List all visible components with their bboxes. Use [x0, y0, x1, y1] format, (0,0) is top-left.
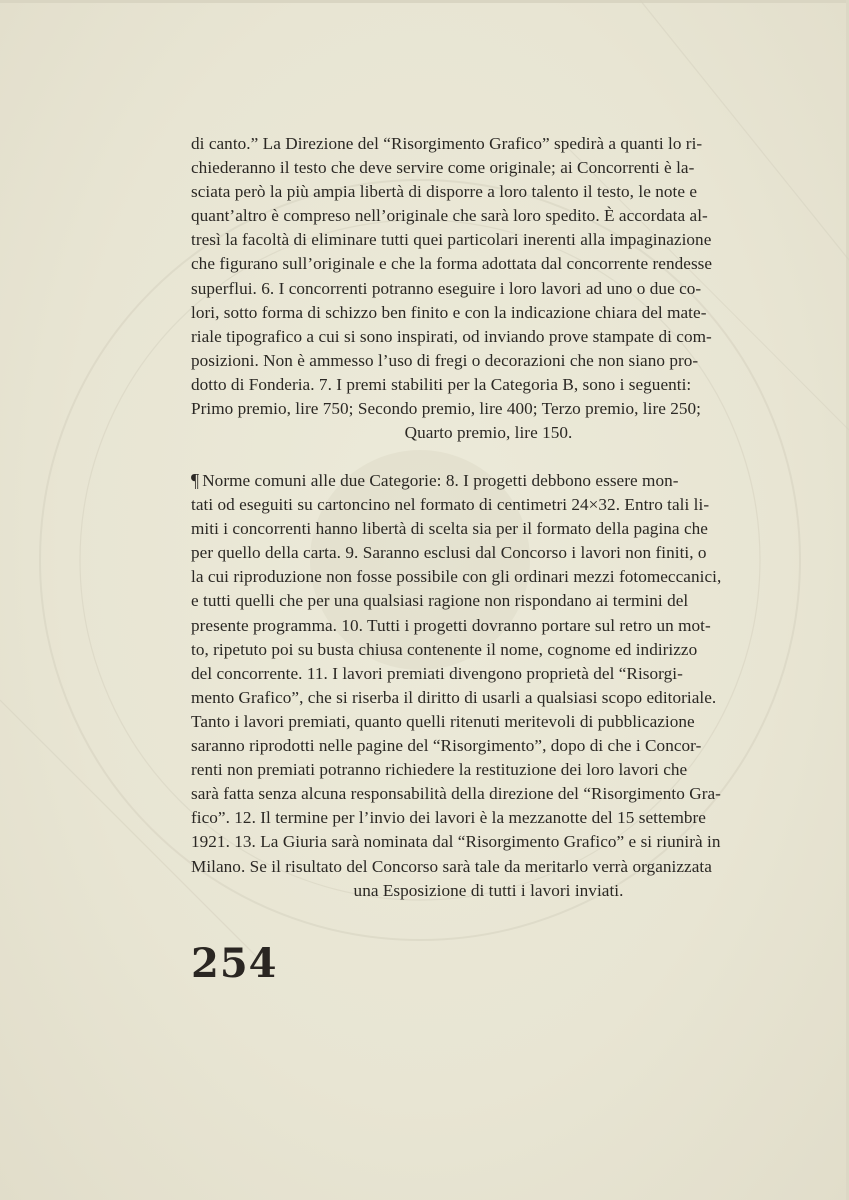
text-line: per quello della carta. 9. Saranno esclusi dal Concorso i lavori non finiti, o	[191, 543, 707, 563]
text-line: Tanto i lavori premiati, quanto quelli ritenuti meritevoli di pubblicazione	[191, 711, 695, 731]
text-line: del concorrente. 11. I lavori premiati divengono proprietà del “Risorgi-	[191, 663, 683, 683]
text-line: che figurano sull’originale e che la forma adottata dal concorrente rendesse	[191, 254, 713, 274]
pilcrow-icon: ¶	[191, 469, 200, 491]
text-line-centered: Quarto premio, lire 150.	[404, 423, 573, 443]
text-line: renti non premiati potranno richiedere la restituzione dei loro lavori che	[191, 760, 688, 780]
text-line: Milano. Se il risultato del Concorso sarà tale da meritarlo verrà organizzata	[191, 856, 712, 876]
text-line: to, ripetuto poi su busta chiusa contenente il nome, cognome ed indirizzo	[191, 639, 698, 659]
text-line: sciata però la più ampia libertà di disporre a loro talento il testo, le note e	[191, 182, 698, 202]
text-line: riale tipografico a cui si sono inspirati, od inviando prove stampate di com-	[191, 326, 712, 346]
text-line: lori, sotto forma di schizzo ben finito e con la indicazione chiara del mate-	[191, 302, 707, 322]
text-line: quant’altro è compreso nell’originale che sarà loro spedito. È accordata al-	[191, 206, 708, 226]
paragraph-rules-category-b	[191, 132, 786, 445]
text-line: presente programma. 10. Tutti i progetti dovranno portare sul retro un mot-	[191, 615, 711, 635]
text-line: miti i concorrenti hanno libertà di scelta sia per il formato della pagina che	[191, 519, 708, 539]
text-line: la cui riproduzione non fosse possibile con gli ordinari mezzi fotomeccanici,	[191, 567, 722, 587]
text-line: superflui. 6. I concorrenti potranno eseguire i loro lavori ad uno o due co-	[191, 278, 702, 298]
text-line: chiederanno il testo che deve servire come originale; ai Concorrenti è la-	[191, 158, 695, 178]
page-number: 254	[191, 940, 278, 987]
text-line: tati od eseguiti su cartoncino nel formato di centimetri 24×32. Entro tali li-	[191, 495, 710, 515]
text-line: saranno riprodotti nelle pagine del “Risorgimento”, dopo di che i Concor-	[191, 736, 702, 756]
paragraph-common-rules	[191, 468, 786, 903]
text-line: fico”. 12. Il termine per l’invio dei lavori è la mezzanotte del 15 settembre	[191, 808, 706, 828]
text-line-centered: una Esposizione di tutti i lavori inviati.	[353, 880, 624, 900]
text-line: posizioni. Non è ammesso l’uso di fregi o decorazioni che non siano pro-	[191, 350, 699, 370]
text-line: sarà fatta senza alcuna responsabilità della direzione del “Risorgimento Gra-	[191, 784, 721, 804]
text-line	[191, 468, 786, 493]
text-line-content: Norme comuni alle due Categorie: 8. I progetti debbono essere mon-	[202, 471, 679, 490]
text-line: mento Grafico”, che si riserba il diritto di usarli a qualsiasi scopo editoriale.	[191, 687, 717, 707]
text-line: e tutti quelli che per una qualsiasi ragione non rispondano ai termini del	[191, 591, 689, 611]
text-line: tresì la facoltà di eliminare tutti quei particolari inerenti alla impaginazione	[191, 230, 712, 250]
text-line: 1921. 13. La Giuria sarà nominata dal “Risorgimento Grafico” e si riunirà in	[191, 832, 721, 852]
text-line: Primo premio, lire 750; Secondo premio, lire 400; Terzo premio, lire 250;	[191, 399, 702, 419]
page-edge-top	[0, 0, 849, 3]
text-line: dotto di Fonderia. 7. I premi stabiliti per la Categoria B, sono i seguenti:	[191, 374, 692, 394]
text-line: di canto.” La Direzione del “Risorgimento Grafico” spedirà a quanti lo ri-	[191, 134, 703, 153]
